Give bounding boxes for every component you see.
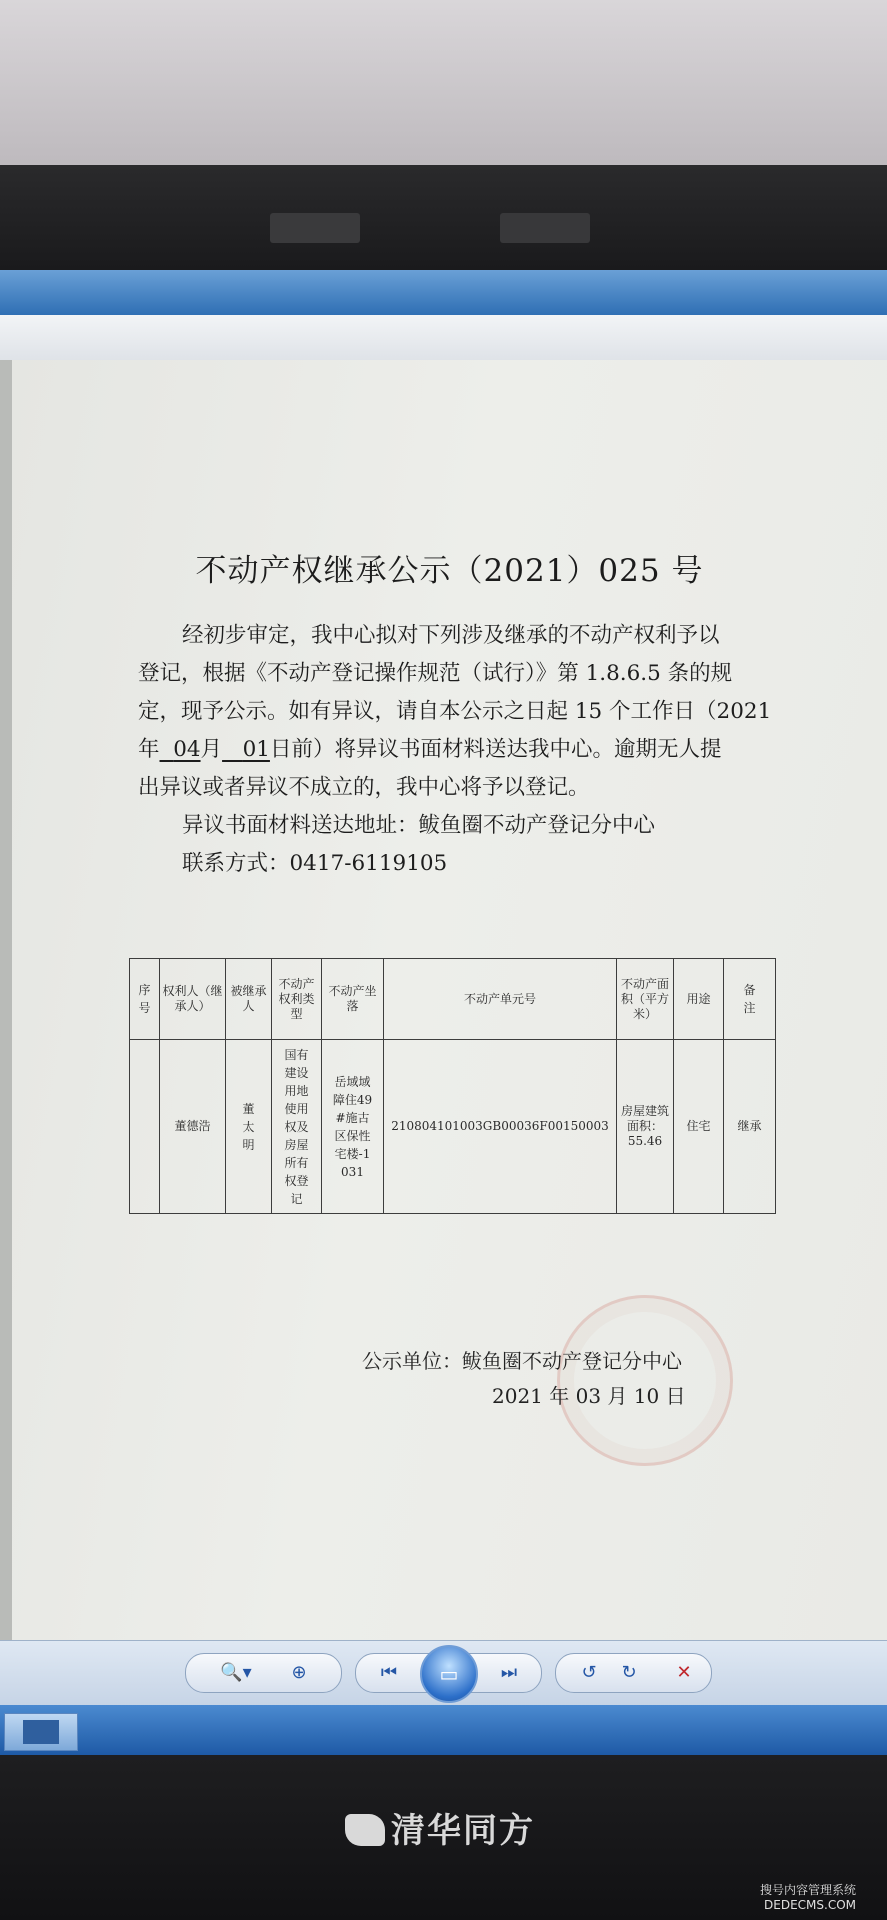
slideshow-button[interactable]: ▭: [420, 1645, 478, 1703]
cell-remark: 继承: [724, 1040, 776, 1214]
bezel-detail: [500, 213, 590, 243]
watermark-line: 搜号内容管理系统: [760, 1883, 857, 1897]
header-usage: 用途: [674, 959, 724, 1040]
table-row: [130, 1040, 776, 1214]
deadline-day: [222, 737, 270, 762]
deadline-month: [160, 737, 201, 762]
rotate-group: [555, 1653, 712, 1693]
image-viewer-canvas: [0, 360, 887, 1640]
header-unit-no: 不动产单元号: [384, 959, 617, 1040]
deadline-month-value: 04: [173, 737, 201, 762]
header-decedent: 被继承人: [226, 959, 272, 1040]
header-right-type: 不动产权利类型: [272, 959, 322, 1040]
windows-icon: [23, 1720, 59, 1744]
header-holder: 权利人（继承人）: [160, 959, 226, 1040]
body-line-deadline: [138, 732, 721, 768]
window-menubar[interactable]: [0, 315, 887, 361]
zoom-icon[interactable]: 🔍▾: [220, 1662, 252, 1683]
body-line: 经初步审定，我中心拟对下列涉及继承的不动产权利予以: [182, 623, 720, 648]
next-icon[interactable]: ⏭: [500, 1662, 518, 1683]
cell-decedent: 董太明: [226, 1040, 272, 1214]
cell-right-type: 国有建设用地使用权及房屋所有权登记: [272, 1040, 322, 1214]
cell-location: 岳域域障住49#施古区保性宅楼-1031: [322, 1040, 384, 1214]
rotate-left-icon[interactable]: ↺: [581, 1662, 597, 1683]
cell-holder: 董德浩: [160, 1040, 226, 1214]
bezel-detail: [270, 213, 360, 243]
fit-window-icon[interactable]: ⊕: [291, 1662, 307, 1683]
brand-logo-icon: [345, 1814, 385, 1846]
document-page: [12, 360, 887, 1640]
address-line: 异议书面材料送达地址：鲅鱼圈不动产登记分中心: [182, 813, 656, 838]
monitor-bezel-top: [0, 165, 887, 270]
rotate-right-icon[interactable]: ↻: [621, 1662, 637, 1683]
header-location: 不动产坐落: [322, 959, 384, 1040]
header-area: 不动产面积（平方米）: [617, 959, 674, 1040]
header-seq: 序号: [130, 959, 160, 1040]
table-header-row: [130, 959, 776, 1040]
body-line: 出异议或者异议不成立的，我中心将予以登记。: [138, 775, 590, 800]
previous-icon[interactable]: ⏮: [380, 1662, 398, 1683]
cell-area: 房屋建筑面积：55.46: [617, 1040, 674, 1214]
cell-seq: [130, 1040, 160, 1214]
body-line: 定，现予公示。如有异议，请自本公示之日起 15 个工作日（2021: [138, 699, 772, 724]
publishing-date: 2021 年 03 月 10 日: [492, 1384, 686, 1408]
site-watermark: [760, 1883, 856, 1913]
deadline-month-label: 月: [200, 737, 223, 762]
publishing-unit: 公示单位：鲅鱼圈不动产登记分中心: [362, 1349, 682, 1373]
delete-icon[interactable]: ✕: [676, 1662, 692, 1683]
header-remark: 备注: [724, 959, 776, 1040]
monitor-bezel-bottom: [0, 1755, 887, 1920]
wall-background: [0, 0, 887, 170]
taskbar: [0, 1705, 887, 1755]
cell-usage: 住宅: [674, 1040, 724, 1214]
monitor-brand: [345, 1803, 535, 1852]
zoom-group: [185, 1653, 342, 1693]
brand-name: 清华同方: [391, 1811, 535, 1851]
deadline-rest: 日前）将异议书面材料送达我中心。逾期无人提: [269, 737, 722, 762]
body-line: 登记，根据《不动产登记操作规范（试行）》第 1.8.6.5 条的规: [138, 661, 733, 686]
cell-unit-no: 210804101003GB00036F00150003: [384, 1040, 617, 1214]
contact-line: 联系方式：0417-6119105: [182, 851, 448, 876]
viewer-toolbar: [0, 1640, 887, 1706]
watermark-line: DEDECMS.COM: [764, 1898, 857, 1912]
deadline-day-value: 01: [242, 737, 270, 762]
document-title: 不动产权继承公示（2021）025 号: [195, 553, 704, 589]
start-button[interactable]: [4, 1713, 78, 1751]
window-titlebar[interactable]: [0, 270, 887, 315]
deadline-year-suffix: 年: [138, 737, 160, 762]
registration-table: [129, 958, 776, 1214]
